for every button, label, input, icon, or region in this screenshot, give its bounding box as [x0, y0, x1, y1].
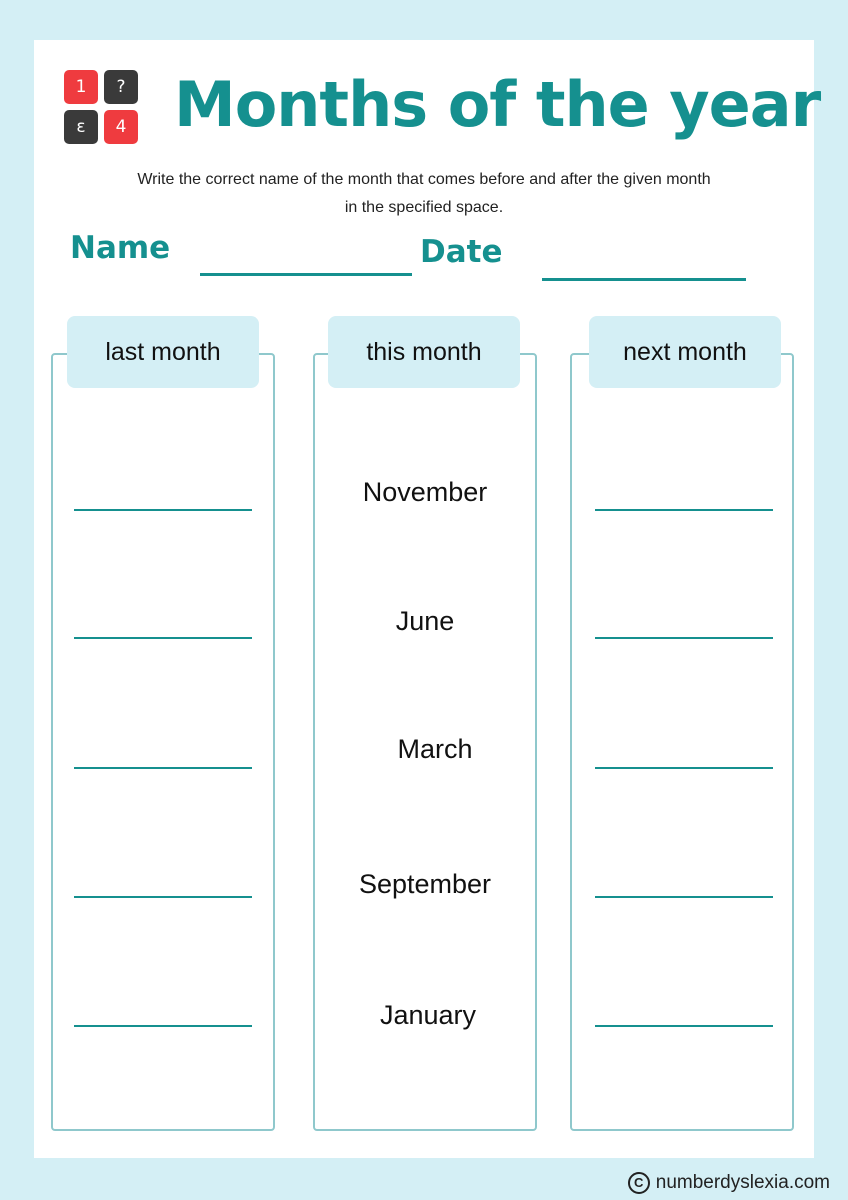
logo-tile: ?	[104, 70, 138, 104]
last-month-header: last month	[67, 316, 259, 388]
next-month-blank[interactable]	[595, 637, 773, 639]
given-month: June	[395, 606, 455, 636]
given-month: March	[397, 734, 473, 764]
name-label: Name	[70, 230, 171, 266]
name-field-line[interactable]	[200, 273, 412, 276]
footer-credit	[628, 1172, 830, 1194]
last-month-blank[interactable]	[74, 1025, 252, 1027]
given-month: January	[379, 1000, 477, 1030]
date-label: Date	[420, 234, 503, 270]
last-month-blank[interactable]	[74, 767, 252, 769]
last-month-blank[interactable]	[74, 896, 252, 898]
next-month-blank[interactable]	[595, 509, 773, 511]
page-title: Months of the year	[174, 68, 821, 141]
logo-tile: ɛ	[64, 110, 98, 144]
last-month-column	[51, 353, 275, 1131]
given-month: November	[362, 477, 488, 507]
next-month-blank[interactable]	[595, 1025, 773, 1027]
logo-tile: 1	[64, 70, 98, 104]
next-month-header: next month	[589, 316, 781, 388]
logo	[64, 70, 140, 146]
instructions: Write the correct name of the month that comes before and after the given month in the specified space.	[137, 171, 711, 216]
date-field-line[interactable]	[542, 278, 746, 281]
next-month-column	[570, 353, 794, 1131]
last-month-blank[interactable]	[74, 509, 252, 511]
logo-tile: 4	[104, 110, 138, 144]
next-month-blank[interactable]	[595, 767, 773, 769]
next-month-blank[interactable]	[595, 896, 773, 898]
worksheet	[34, 40, 821, 1158]
site-name[interactable]: numberdyslexia.com	[655, 1172, 830, 1193]
last-month-blank[interactable]	[74, 637, 252, 639]
copyright-icon: C	[628, 1172, 650, 1194]
this-month-header: this month	[328, 316, 520, 388]
given-month: September	[358, 869, 492, 899]
